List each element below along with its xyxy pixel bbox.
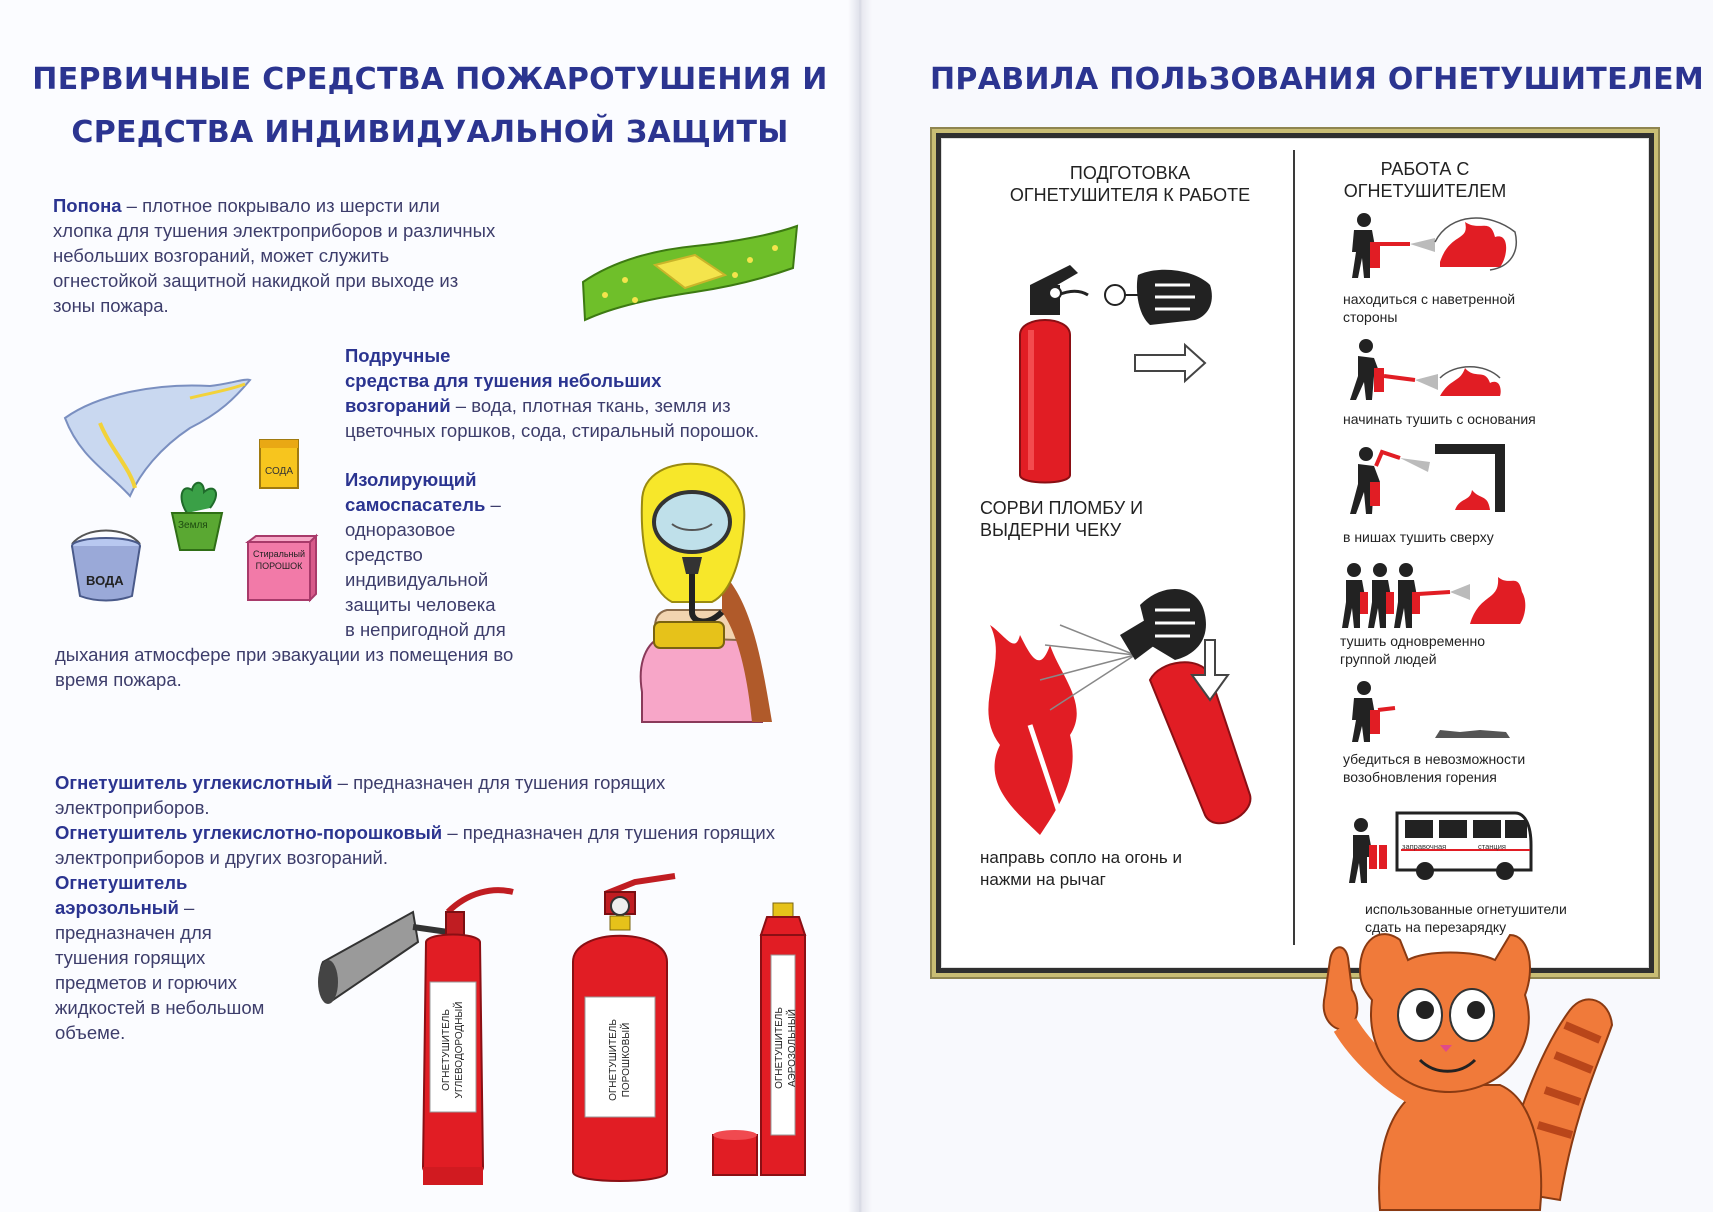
aero-line2: тушения горящих [55,947,206,968]
co2p-term: Огнетушитель углекислотно-порошковый [55,822,443,843]
rule1-line1: находиться с наветренной [1343,291,1516,307]
samospasatel-line3: индивидуальной [345,569,489,590]
label-e2-line1: ОГНЕТУШИТЕЛЬ [608,1019,619,1101]
escape-hood-illustration [612,462,782,727]
rule1-pictogram [1340,212,1520,282]
rule4-line2: группой людей [1340,651,1437,667]
podruchnye-term2: средства для тушения небольших [345,370,662,391]
popona-line2: хлопка для тушения электроприборов и различных [53,220,496,241]
water-bucket [66,532,146,602]
rule4-line1: тушить одновременно [1340,633,1486,649]
rule5-line2: возобновления горения [1343,769,1497,785]
work-header [1300,158,1550,202]
label-e1-line1: ОГНЕТУШИТЕЛЬ [441,1009,452,1091]
podruchnye-line3: – вода, плотная ткань, земля из [450,395,731,416]
aero-dash: – [178,897,195,918]
co2p-rest: – предназначен для тушения горящих [442,822,775,843]
right-title: ПРАВИЛА ПОЛЬЗОВАНИЯ ОГНЕТУШИТЕЛЕМ [930,62,1705,97]
rule4-pictogram [1340,562,1530,632]
rule2-line1: начинать тушить с основания [1343,411,1536,427]
rule3-line1: в нишах тушить сверху [1343,529,1494,545]
left-title-line1: ПЕРВИЧНЫЕ СРЕДСТВА ПОЖАРОТУШЕНИЯ И [32,62,828,97]
podruchnye-term3: возгораний [345,395,451,416]
rule5-caption [1343,750,1525,786]
popona-line1: – плотное покрывало из шерсти или [121,195,440,216]
plant-pot [162,478,232,553]
van-label-2: станция [1478,842,1506,851]
popona-line3: небольших возгораний, может служить [53,245,390,266]
co2p-line2: электроприборов и других возгораний. [55,847,389,868]
prep-header [960,162,1300,206]
rule2-caption [1343,410,1536,428]
samospasatel-line1: одноразовое [345,519,456,540]
podruchnye-term1: Подручные [345,345,451,366]
poroshok-label [250,548,308,572]
zemlya-label: Земля [178,520,208,531]
popona-line5: зоны пожара. [53,295,169,316]
co2-term: Огнетушитель углекислотный [55,772,333,793]
rule5-pictogram [1340,680,1520,745]
co2-rest: – предназначен для тушения горящих [332,772,666,793]
step2-line1: направь сопло на огонь и [980,848,1182,867]
aero-line4: жидкостей в небольшом [55,997,265,1018]
samospasatel-line4: защиты человека [345,594,496,615]
samospasatel-dash: – [485,494,501,515]
rule4-caption [1340,632,1485,668]
van-label-1: заправочная [1402,842,1447,851]
podruchnye-text [345,343,845,443]
rule5-line1: убедиться в невозможности [1343,751,1526,767]
rule1-caption [1343,290,1515,326]
label-e3 [766,985,806,1105]
label-e1-line2: УГЛЕВОДОРОДНЫЙ [454,1001,465,1099]
prep-header-line1: ПОДГОТОВКА [1069,163,1191,183]
rule2-pictogram [1340,338,1520,403]
label-e1 [433,987,473,1107]
step1-line1: СОРВИ ПЛОМБУ И [980,498,1144,518]
rule3-caption [1343,528,1494,546]
extinguisher-pin-illustration [1010,255,1225,485]
samospasatel-term2: самоспасатель [345,494,486,515]
spray-fire-illustration [960,585,1260,855]
aero-line1: предназначен для [55,922,212,943]
aero-line3: предметов и горючих [55,972,237,993]
work-header-line2: ОГНЕТУШИТЕЛЕМ [1343,181,1507,201]
samospasatel-text [345,467,645,642]
aero-term2: аэрозольный [55,897,179,918]
page-gutter [848,0,872,1212]
label-e3-line2: АЭРОЗОЛЬНЫЙ [787,1009,798,1087]
rule6-line2: сдать на перезарядку [1365,919,1507,935]
soda-label: СОДА [264,466,293,477]
step2-text [980,847,1280,891]
blanket-illustration [575,220,805,320]
label-e2-line2: ПОРОШКОВЫЙ [621,1022,632,1098]
step1-text [980,497,1260,541]
samospasatel-line5: в непригодной для [345,619,506,640]
soda-box [258,438,300,490]
rule6-line1: использованные огнетушители [1365,901,1567,917]
step2-line2: нажми на рычаг [980,870,1106,889]
co2-line2: электроприборов. [55,797,210,818]
samospasatel-line6: дыхания атмосфере при эвакуации из помещения во [55,644,514,665]
samospasatel-line7: время пожара. [55,669,182,690]
rule1-line2: стороны [1343,309,1398,325]
label-e2 [600,997,640,1117]
popona-text [53,193,573,318]
board-divider [1293,150,1295,945]
poroshok-label-line1: Стиральный [252,549,306,559]
aero-term1: Огнетушитель [55,872,188,893]
left-title-line2: СРЕДСТВА ИНДИВИДУАЛЬНОЙ ЗАЩИТЫ [71,115,789,150]
popona-line4: огнестойкой защитной накидкой при выходе из [53,270,459,291]
label-e3-line1: ОГНЕТУШИТЕЛЬ [774,1007,785,1089]
prep-header-line2: ОГНЕТУШИТЕЛЯ К РАБОТЕ [1009,185,1251,205]
samospasatel-term1: Изолирующий [345,469,477,490]
co2-extinguisher-illustration [318,872,538,1192]
rule3-pictogram [1340,442,1520,517]
podruchnye-line4: цветочных горшков, сода, стиральный порошок. [345,420,760,441]
poroshok-label-line2: ПОРОШОК [255,561,303,571]
aero-line5: объеме. [55,1022,126,1043]
cat-mascot [1300,930,1630,1210]
step1-line2: ВЫДЕРНИ ЧЕКУ [980,520,1122,540]
popona-term: Попона [53,195,122,216]
samospasatel-tail [55,642,615,692]
work-header-line1: РАБОТА С [1380,159,1470,179]
voda-label: ВОДА [86,573,124,588]
samospasatel-line2: средство [345,544,423,565]
